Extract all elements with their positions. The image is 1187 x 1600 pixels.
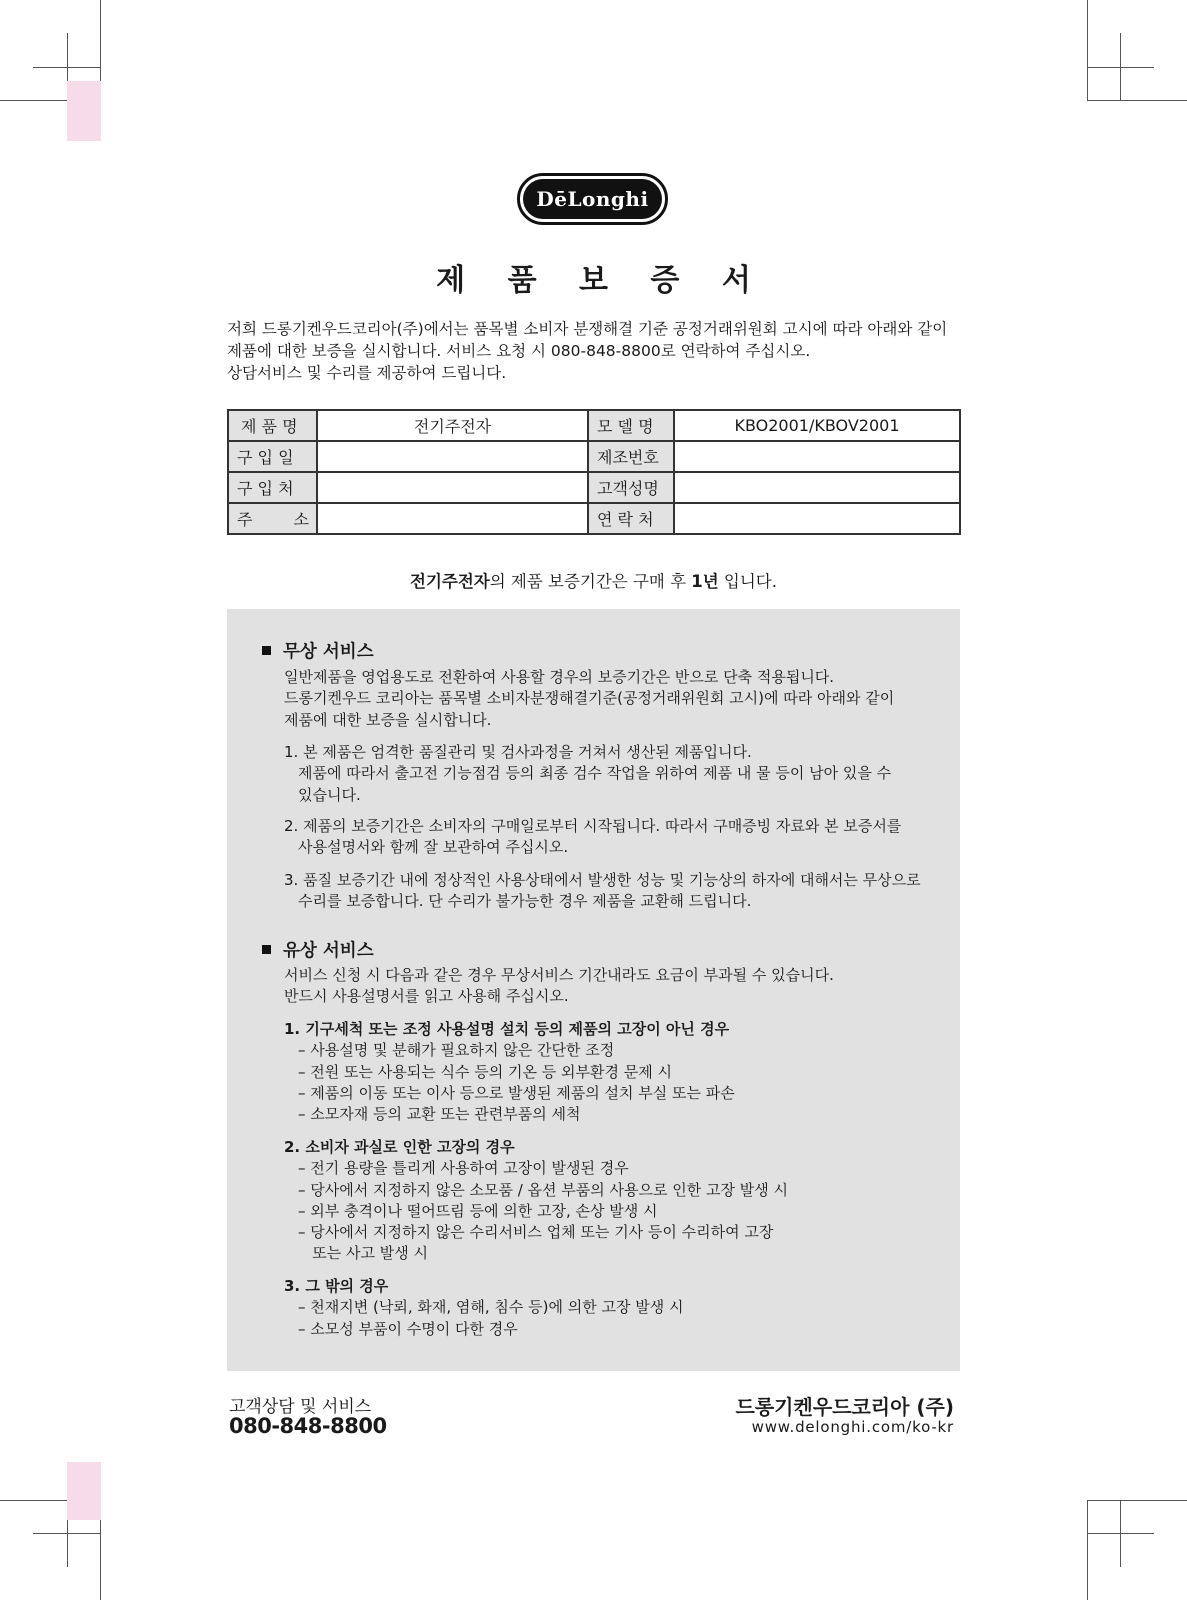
paid-service-group-3: [284, 1276, 683, 1340]
color-bar: [67, 1462, 101, 1520]
intro-line: 저희 드롱기켄우드코리아(주)에서는 품목별 소비자 분쟁해결 기준 공정거래위원회 고시에 따라 아래와 같이: [227, 320, 948, 338]
company-name: 드롱기켄우드코리아 (주): [735, 1395, 954, 1419]
crop-mark: [1087, 1500, 1088, 1600]
text-line: 제품에 따라서 출고전 기능점검 등의 최종 검수 작업을 위하여 제품 내 물 등이 남아 있을 수: [298, 764, 892, 783]
cell-label: 제 품 명: [241, 417, 298, 436]
list-item: – 소모자재 등의 교환 또는 관련부품의 세척: [298, 1105, 581, 1124]
cell-label: 구 입 처: [237, 479, 294, 498]
crop-mark: [1087, 1533, 1154, 1534]
text-line: 반드시 사용설명서를 읽고 사용해 주십시오.: [284, 987, 569, 1006]
contact-field[interactable]: [674, 503, 960, 534]
list-item: – 당사에서 지정하지 않은 수리서비스 업체 또는 기사 등이 수리하여 고장: [298, 1223, 774, 1242]
paid-service-group-2: [284, 1137, 788, 1265]
warranty-period-statement: [0, 568, 1187, 592]
free-service-intro: [284, 667, 894, 731]
group-title: 2. 소비자 과실로 인한 고장의 경우: [284, 1138, 515, 1156]
crop-mark: [1087, 0, 1088, 100]
color-bar: [67, 81, 101, 141]
contact-label: [588, 503, 674, 534]
brand-logo: [517, 173, 668, 225]
free-service-item-3: [284, 870, 921, 913]
text-line: 서비스 신청 시 다음과 같은 경우 무상서비스 기간내라도 요금이 부과될 수 있습니다.: [284, 966, 834, 984]
table-row: [228, 503, 960, 534]
intro-line: 상담서비스 및 수리를 제공하여 드립니다.: [227, 364, 507, 382]
cell-label: 고객성명: [597, 479, 659, 498]
list-item: – 외부 충격이나 떨어뜨림 등에 의한 고장, 손상 발생 시: [298, 1201, 658, 1220]
text-line: 사용설명서와 함께 잘 보관하여 주십시오.: [298, 838, 569, 857]
serial-number-field[interactable]: [674, 441, 960, 472]
list-item: – 소모성 부품이 수명이 다한 경우: [298, 1319, 518, 1338]
text-line: 드롱기켄우드 코리아는 품목별 소비자분쟁해결기준(공정거래위원회 고시)에 따라 아래와 같이: [284, 689, 895, 708]
section-title: 유상 서비스: [283, 941, 374, 961]
crop-mark: [1087, 67, 1154, 68]
crop-mark: [1087, 1500, 1187, 1501]
purchase-date-field[interactable]: [317, 441, 588, 472]
website-link[interactable]: www.delonghi.com/ko-kr: [751, 1418, 954, 1436]
text-line: 일반제품을 영업용도로 전환하여 사용할 경우의 보증기간은 반으로 단축 적용됩니다.: [284, 668, 835, 686]
warranty-text-end: 입니다.: [718, 572, 777, 591]
customer-service-phone[interactable]: 080-848-8800: [229, 1414, 387, 1438]
model-name-field[interactable]: KBO2001/KBOV2001: [674, 410, 960, 441]
text-line: 제품에 대한 보증을 실시합니다.: [284, 710, 492, 729]
section-title: 무상 서비스: [283, 642, 374, 662]
text-line: 1. 본 제품은 엄격한 품질관리 및 검사과정을 거쳐서 생산된 제품입니다.: [284, 743, 752, 761]
model-name-label: [588, 410, 674, 441]
list-item: – 전기 용량을 틀리게 사용하여 고장이 발생된 경우: [298, 1159, 629, 1178]
customer-name-field[interactable]: [674, 472, 960, 503]
cell-label: 연 락 처: [597, 510, 654, 529]
bullet-square-icon: [262, 646, 271, 655]
product-name-label: [228, 410, 317, 441]
list-item: 또는 사고 발생 시: [298, 1244, 429, 1263]
free-service-heading: [262, 638, 374, 663]
paid-service-heading: [262, 937, 374, 962]
text-line: 3. 품질 보증기간 내에 정상적인 사용상태에서 발생한 성능 및 기능상의 하자에 대해서는 무상으로: [284, 871, 921, 889]
cell-label: 모 델 명: [597, 417, 654, 436]
free-service-item-2: [284, 816, 901, 859]
list-item: – 천재지변 (낙뢰, 화재, 염해, 침수 등)에 의한 고장 발생 시: [298, 1298, 684, 1317]
text-line: 수리를 보증합니다. 단 수리가 불가능한 경우 제품을 교환해 드립니다.: [298, 892, 752, 911]
customer-name-label: [588, 472, 674, 503]
warranty-period: 1년: [691, 572, 719, 591]
text-line: 2. 제품의 보증기간은 소비자의 구매일로부터 시작됩니다. 따라서 구매증빙 자료와 본 보증서를: [284, 817, 902, 835]
intro-paragraph: [227, 318, 987, 384]
text-line: 있습니다.: [298, 785, 361, 804]
table-row: [228, 410, 960, 441]
paid-service-intro: [284, 965, 834, 1008]
purchase-place-field[interactable]: [317, 472, 588, 503]
cell-label: 주 소: [237, 510, 309, 529]
product-info-table: [227, 409, 961, 535]
product-name-field[interactable]: 전기주전자: [317, 410, 588, 441]
brand-logo-text: DēLonghi: [523, 179, 662, 219]
crop-mark: [1087, 100, 1187, 101]
address-field[interactable]: [317, 503, 588, 534]
warranty-text: 의 제품 보증기간은 구매 후: [489, 572, 692, 591]
group-title: 3. 그 밖의 경우: [284, 1277, 389, 1295]
purchase-place-label: [228, 472, 317, 503]
list-item: – 당사에서 지정하지 않은 소모품 / 옵션 부품의 사용으로 인한 고장 발생 시: [298, 1180, 788, 1199]
address-label: [228, 503, 317, 534]
table-row: [228, 441, 960, 472]
bullet-square-icon: [262, 945, 271, 954]
page-title: 제 품 보 증 서: [436, 263, 767, 298]
cell-label: 구 입 일: [237, 448, 294, 467]
cell-label: 제조번호: [597, 448, 659, 467]
list-item: – 제품의 이동 또는 이사 등으로 발생된 제품의 설치 부실 또는 파손: [298, 1083, 735, 1102]
paid-service-group-1: [284, 1019, 735, 1125]
purchase-date-label: [228, 441, 317, 472]
warranty-product: 전기주전자: [410, 572, 490, 591]
crop-mark: [33, 67, 100, 68]
intro-line: 제품에 대한 보증을 실시합니다. 서비스 요청 시 080-848-8800로 연락하여 주십시오.: [227, 342, 811, 360]
list-item: – 사용설명 및 분해가 필요하지 않은 간단한 조정: [298, 1041, 615, 1060]
table-row: [228, 472, 960, 503]
serial-number-label: [588, 441, 674, 472]
group-title: 1. 기구세척 또는 조정 사용설명 설치 등의 제품의 고장이 아닌 경우: [284, 1020, 730, 1038]
free-service-item-1: [284, 742, 891, 806]
customer-service-label: 고객상담 및 서비스: [229, 1397, 372, 1417]
crop-mark: [33, 1533, 100, 1534]
list-item: – 전원 또는 사용되는 식수 등의 기온 등 외부환경 문제 시: [298, 1062, 672, 1081]
